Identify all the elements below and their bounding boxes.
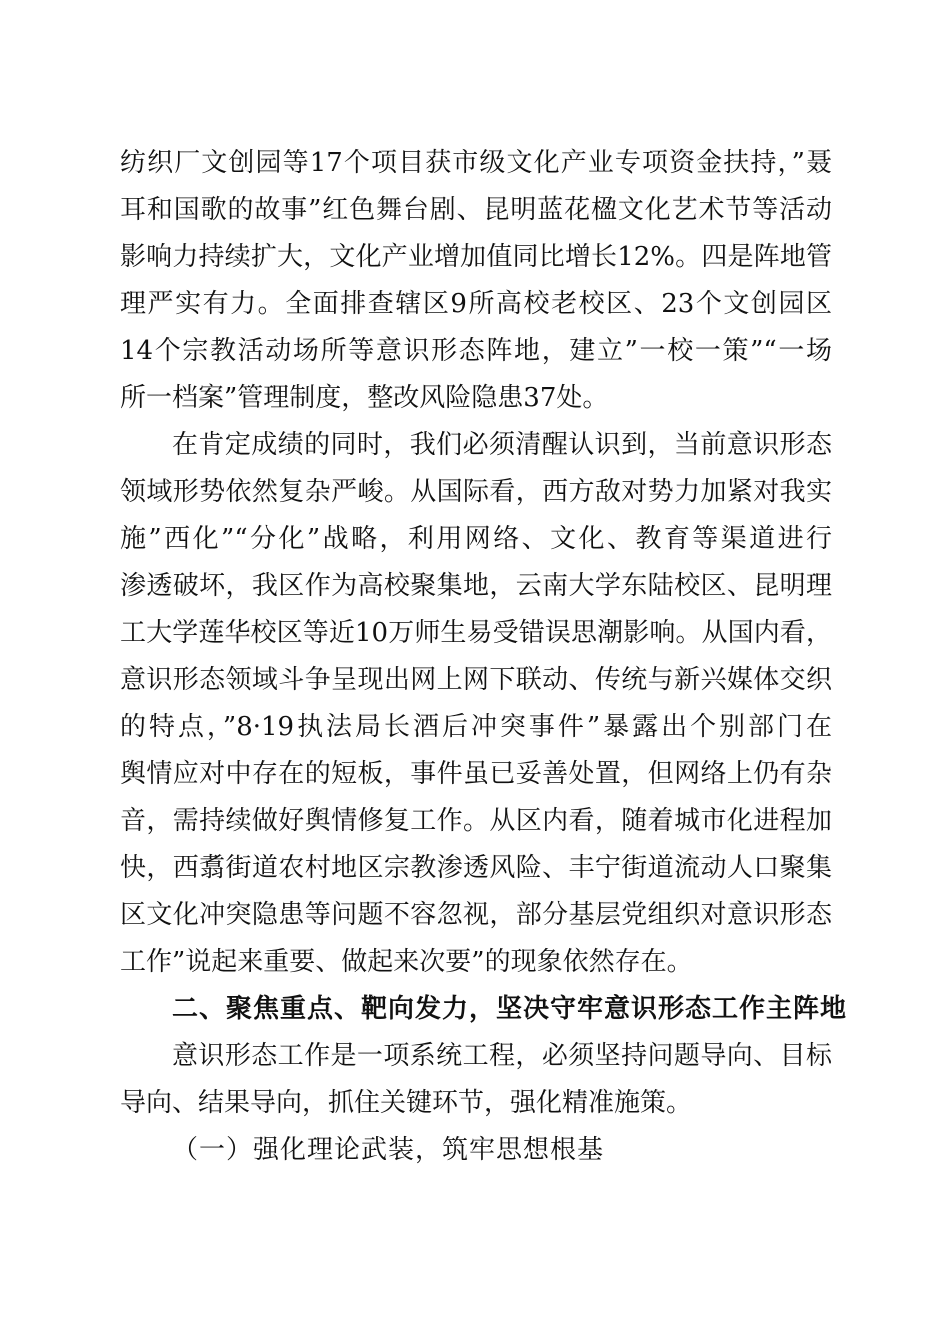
paragraph-2-line-4: 渗透破坏，我区作为高校聚集地，云南大学东陆校区、昆明理 bbox=[120, 571, 832, 601]
paragraph-2-line-7: 的特点，”8·19执法局长酒后冲突事件”暴露出个别部门在 bbox=[120, 712, 832, 742]
paragraph-1-line-6: 所一档案”管理制度，整改风险隐患37处。 bbox=[120, 383, 609, 413]
paragraph-2-line-9: 音，需持续做好舆情修复工作。从区内看，随着城市化进程加 bbox=[120, 806, 832, 836]
paragraph-2-line-6: 意识形态领域斗争呈现出网上网下联动、传统与新兴媒体交织 bbox=[120, 665, 832, 695]
paragraph-2-line-8: 舆情应对中存在的短板，事件虽已妥善处置，但网络上仍有杂 bbox=[120, 759, 832, 789]
paragraph-2-line-2: 领域形势依然复杂严峻。从国际看，西方敌对势力加紧对我实 bbox=[120, 477, 832, 507]
section-heading: 二、聚焦重点、靶向发力，坚决守牢意识形态工作主阵地 bbox=[172, 994, 848, 1024]
paragraph-2-line-5: 工大学莲华校区等近10万师生易受错误思潮影响。从国内看， bbox=[120, 618, 832, 648]
subsection-heading: （一）强化理论武装，筑牢思想根基 bbox=[172, 1135, 605, 1165]
paragraph-1-line-1: 纺织厂文创园等17个项目获市级文化产业专项资金扶持，”聂 bbox=[120, 148, 832, 178]
paragraph-2-line-1: 在肯定成绩的同时，我们必须清醒认识到，当前意识形态 bbox=[172, 430, 832, 460]
paragraph-2-line-12: 工作”说起来重要、做起来次要”的现象依然存在。 bbox=[120, 947, 693, 977]
paragraph-2-line-11: 区文化冲突隐患等问题不容忽视，部分基层党组织对意识形态 bbox=[120, 900, 832, 930]
paragraph-3-line-1: 意识形态工作是一项系统工程，必须坚持问题导向、目标 bbox=[172, 1041, 832, 1071]
paragraph-1-line-4: 理严实有力。全面排查辖区9所高校老校区、23个文创园区 bbox=[120, 289, 832, 319]
paragraph-1-line-5: 14个宗教活动场所等意识形态阵地，建立”一校一策”“一场 bbox=[120, 336, 832, 366]
paragraph-3-line-2: 导向、结果导向，抓住关键环节，强化精准施策。 bbox=[120, 1088, 693, 1118]
paragraph-1-line-2: 耳和国歌的故事”红色舞台剧、昆明蓝花楹文化艺术节等活动 bbox=[120, 195, 832, 225]
paragraph-2-line-10: 快，西翥街道农村地区宗教渗透风险、丰宁街道流动人口聚集 bbox=[120, 853, 832, 883]
paragraph-2-line-3: 施”西化”“分化”战略，利用网络、文化、教育等渠道进行 bbox=[120, 524, 832, 554]
paragraph-1-line-3: 影响力持续扩大，文化产业增加值同比增长12%。四是阵地管 bbox=[120, 242, 832, 272]
